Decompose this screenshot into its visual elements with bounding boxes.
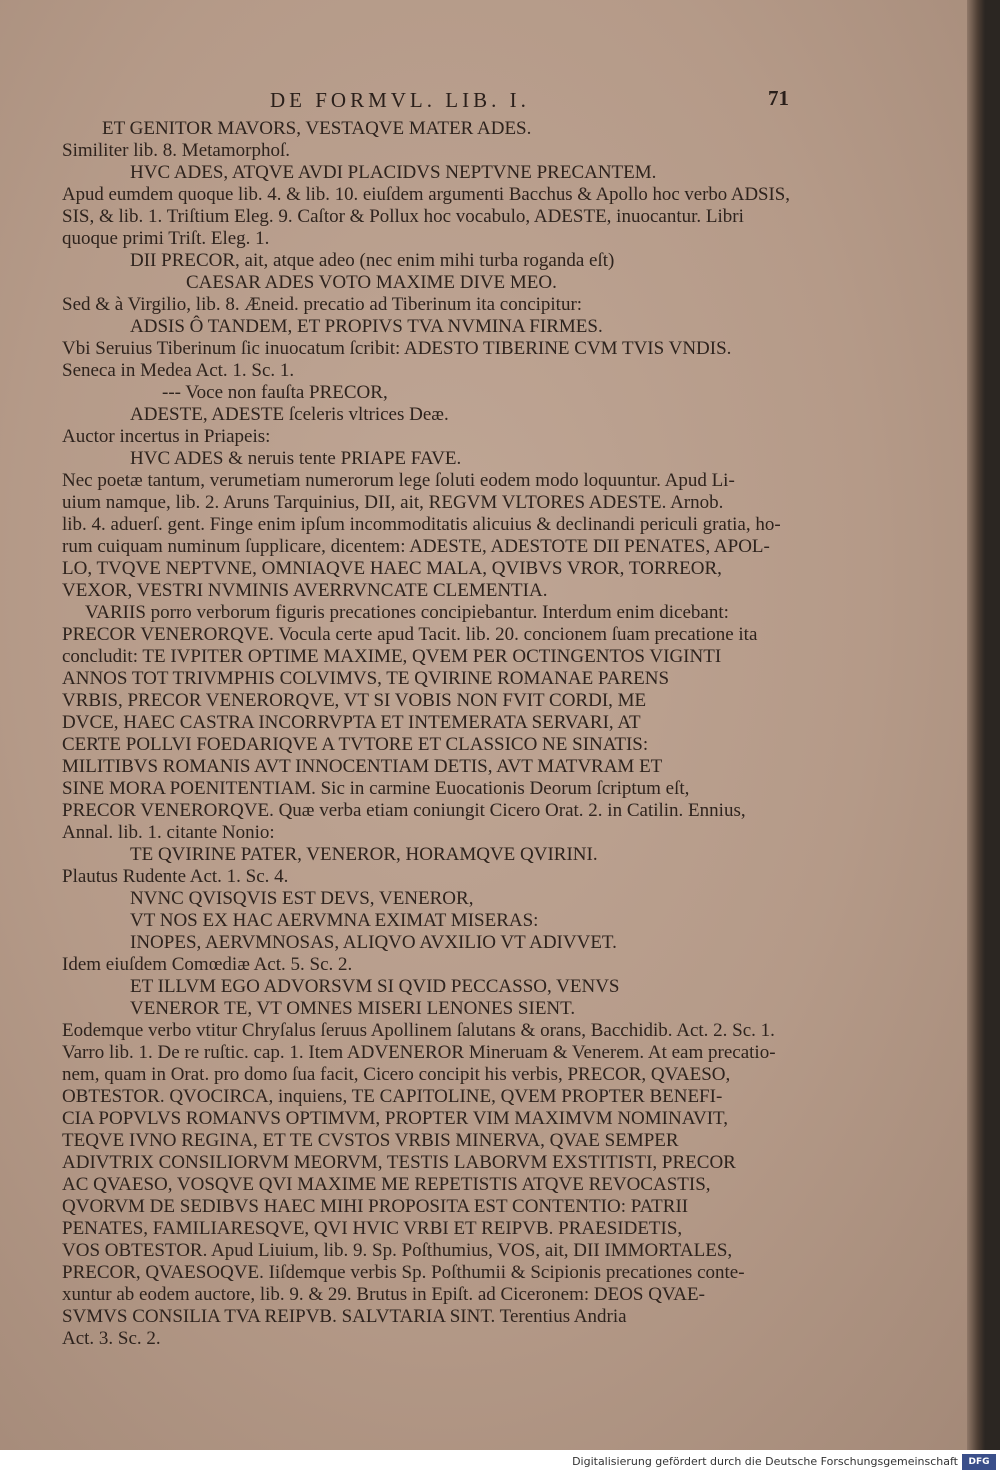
text-line: Auctor incertus in Priapeis: — [62, 426, 271, 447]
text-line: PRECOR, QVAESOQVE. Iiſdemque verbis Sp. Poſthumii & Scipionis precationes conte- — [62, 1262, 745, 1283]
text-line: CIA POPVLVS ROMANVS OPTIMVM, PROPTER VIM MAXIMVM NOMINAVIT, — [62, 1108, 728, 1129]
text-line: HVC ADES & neruis tente PRIAPE FAVE. — [130, 448, 462, 469]
text-line: MILITIBVS ROMANIS AVT INNOCENTIAM DETIS, AVT MATVRAM ET — [62, 756, 663, 777]
text-line: Annal. lib. 1. citante Nonio: — [62, 822, 275, 843]
text-line: TE QVIRINE PATER, VENEROR, HORAMQVE QVIRINI. — [130, 844, 598, 865]
text-line: LO, TVQVE NEPTVNE, OMNIAQVE HAEC MALA, QVIBVS VROR, TORREOR, — [62, 558, 722, 579]
text-line: Vbi Seruius Tiberinum ſic inuocatum ſcribit: ADESTO TIBERINE CVM TVIS VNDIS. — [62, 338, 732, 359]
text-line: CERTE POLLVI FOEDARIQVE A TVTORE ET CLASSICO NE SINATIS: — [62, 734, 649, 755]
text-line: QVORVM DE SEDIBVS HAEC MIHI PROPOSITA EST CONTENTIO: PATRII — [62, 1196, 689, 1217]
text-line: VOS OBTESTOR. Apud Liuium, lib. 9. Sp. Poſthumius, VOS, ait, DII IMMORTALES, — [62, 1240, 733, 1261]
text-line: nem, quam in Orat. pro domo ſua facit, Cicero concipit his verbis, PRECOR, QVAESO, — [62, 1064, 731, 1085]
text-line: Varro lib. 1. De re ruſtic. cap. 1. Item ADVENEROR Mineruam & Venerem. At eam precatio- — [62, 1042, 776, 1063]
text-line: CAESAR ADES VOTO MAXIME DIVE MEO. — [186, 272, 557, 293]
text-line: Act. 3. Sc. 2. — [62, 1328, 161, 1349]
page-header — [0, 88, 985, 118]
text-line: Nec poetæ tantum, verumetiam numerorum lege ſoluti eodem modo loquuntur. Apud Li- — [62, 470, 735, 491]
text-line: rum cuiquam numinum ſupplicare, dicentem: ADESTE, ADESTOTE DII PENATES, APOL- — [62, 536, 770, 557]
text-line: concludit: TE IVPITER OPTIME MAXIME, QVEM PER OCTINGENTOS VIGINTI — [62, 646, 722, 667]
text-line: ET GENITOR MAVORS, VESTAQVE MATER ADES. — [102, 118, 532, 139]
page-number: 71 — [768, 86, 789, 110]
text-line: VENEROR TE, VT OMNES MISERI LENONES SIENT. — [130, 998, 576, 1019]
book-spine-shadow — [967, 0, 985, 1450]
text-line: Seneca in Medea Act. 1. Sc. 1. — [62, 360, 295, 381]
text-line: VRBIS, PRECOR VENERORQVE, VT SI VOBIS NON FVIT CORDI, ME — [62, 690, 647, 711]
text-line: ADIVTRIX CONSILIORVM MEORVM, TESTIS LABORVM EXSTITISTI, PRECOR — [62, 1152, 736, 1173]
text-line: VARIIS porro verborum figuris precationes concipiebantur. Interdum enim dicebant: — [85, 602, 729, 623]
digitization-footer — [0, 1450, 1000, 1476]
text-line: Idem eiuſdem Comœdiæ Act. 5. Sc. 2. — [62, 954, 353, 975]
text-line: lib. 4. aduerſ. gent. Finge enim ipſum incommoditatis alicuius & declinandi periculi gratia, ho- — [62, 514, 781, 535]
text-line: TEQVE IVNO REGINA, ET TE CVSTOS VRBIS MINERVA, QVAE SEMPER — [62, 1130, 679, 1151]
text-line: ADESTE, ADESTE ſceleris vltrices Deæ. — [130, 404, 449, 425]
text-line: Plautus Rudente Act. 1. Sc. 4. — [62, 866, 289, 887]
text-line: VT NOS EX HAC AERVMNA EXIMAT MISERAS: — [130, 910, 539, 931]
text-line: VEXOR, VESTRI NVMINIS AVERRVNCATE CLEMENTIA. — [62, 580, 548, 601]
text-line: HVC ADES, ATQVE AVDI PLACIDVS NEPTVNE PRECANTEM. — [130, 162, 657, 183]
text-line: Sed & à Virgilio, lib. 8. Æneid. precatio ad Tiberinum ita concipitur: — [62, 294, 583, 315]
text-line: INOPES, AERVMNOSAS, ALIQVO AVXILIO VT ADIVVET. — [130, 932, 617, 953]
text-line: uium namque, lib. 2. Aruns Tarquinius, DII, ait, REGVM VLTORES ADESTE. Arnob. — [62, 492, 724, 513]
text-line: Similiter lib. 8. Metamorphoſ. — [62, 140, 290, 161]
text-line: SIS, & lib. 1. Triſtium Eleg. 9. Caſtor & Pollux hoc vocabulo, ADESTE, inuocantur. Libri — [62, 206, 744, 227]
text-line: PENATES, FAMILIARESQVE, QVI HVIC VRBI ET REIPVB. PRAESIDETIS, — [62, 1218, 683, 1239]
text-line: ADSIS Ô TANDEM, ET PROPIVS TVA NVMINA FIRMES. — [130, 316, 603, 337]
text-line: xuntur ab eodem auctore, lib. 9. & 29. Brutus in Epiſt. ad Ciceronem: DEOS QVAE- — [62, 1284, 705, 1305]
text-line: quoque primi Triſt. Eleg. 1. — [62, 228, 270, 249]
text-line: DII PRECOR, ait, atque adeo (nec enim mihi turba roganda eſt) — [130, 250, 615, 271]
text-line: OBTESTOR. QVOCIRCA, inquiens, TE CAPITOLINE, QVEM PROPTER BENEFI- — [62, 1086, 723, 1107]
text-line: Eodemque verbo vtitur Chryſalus ſeruus Apollinem ſalutans & orans, Bacchidib. Act. 2. Sc. 1. — [62, 1020, 775, 1041]
text-line: ET ILLVM EGO ADVORSVM SI QVID PECCASSO, VENVS — [130, 976, 620, 997]
text-line: PRECOR VENERORQVE. Vocula certe apud Tacit. lib. 20. concionem ſuam precatione ita — [62, 624, 758, 645]
dfg-logo: DFG — [962, 1454, 996, 1470]
text-line: SINE MORA POENITENTIAM. Sic in carmine Euocationis Deorum ſcriptum eſt, — [62, 778, 690, 799]
running-title: DE FORMVL. LIB. I. — [270, 88, 530, 112]
text-line: ANNOS TOT TRIVMPHIS COLVIMVS, TE QVIRINE ROMANAE PARENS — [62, 668, 670, 689]
text-line: PRECOR VENERORQVE. Quæ verba etiam coniungit Cicero Orat. 2. in Catilin. Ennius, — [62, 800, 746, 821]
text-line: AC QVAESO, VOSQVE QVI MAXIME ME REPETISTIS ATQVE REVOCASTIS, — [62, 1174, 711, 1195]
text-line: Apud eumdem quoque lib. 4. & lib. 10. eiuſdem argumenti Bacchus & Apollo hoc verbo ADSIS, — [62, 184, 790, 205]
text-line: --- Voce non fauſta PRECOR, — [162, 382, 388, 403]
footer-credit: Digitalisierung gefördert durch die Deutsche Forschungsgemeinschaft — [572, 1455, 958, 1468]
text-line: DVCE, HAEC CASTRA INCORRVPTA ET INTEMERATA SERVARI, AT — [62, 712, 641, 733]
text-line: SVMVS CONSILIA TVA REIPVB. SALVTARIA SINT. Terentius Andria — [62, 1306, 627, 1327]
text-line: NVNC QVISQVIS EST DEVS, VENEROR, — [130, 888, 474, 909]
